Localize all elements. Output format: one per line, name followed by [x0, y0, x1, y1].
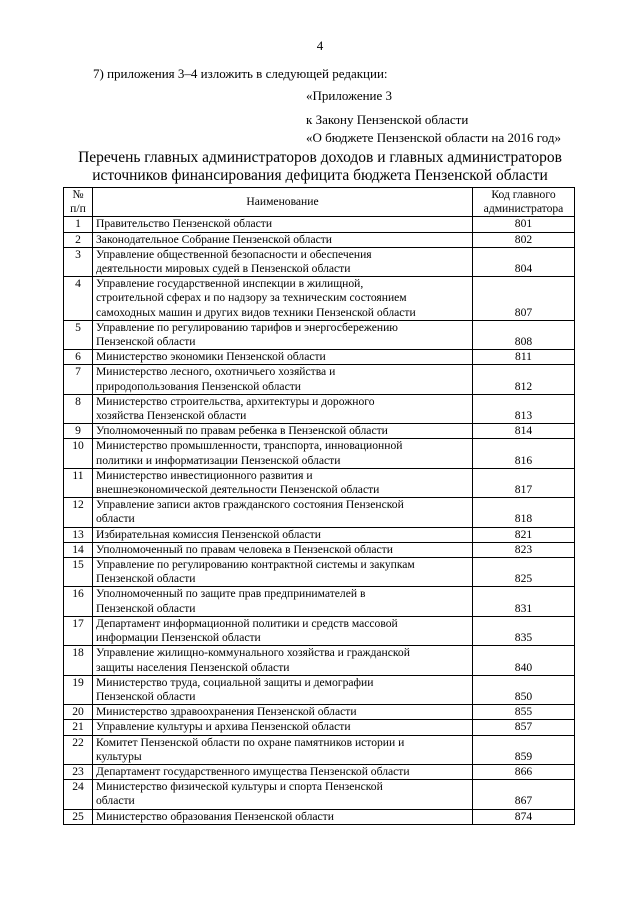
- table-row: [64, 350, 575, 365]
- row-name-line: политики и информатизации Пензенской области: [96, 453, 341, 467]
- title-line-1: Перечень главных администраторов доходов и главных администраторов: [78, 149, 562, 166]
- row-number: 20: [64, 705, 93, 720]
- row-name-line: Министерство экономики Пензенской области: [96, 350, 326, 364]
- table-row: [64, 542, 575, 557]
- row-number: 4: [64, 277, 93, 321]
- row-name: [93, 320, 473, 349]
- table-row: [64, 809, 575, 824]
- row-name: [93, 232, 473, 247]
- table-row: [64, 527, 575, 542]
- row-name-line: Управление жилищно-коммунального хозяйства и гражданской: [96, 646, 410, 660]
- row-code: 874: [473, 809, 575, 824]
- table-row: [64, 468, 575, 497]
- row-code: 817: [473, 468, 575, 497]
- row-name: [93, 365, 473, 394]
- row-name: [93, 439, 473, 468]
- row-name-line: Министерство образования Пензенской области: [96, 809, 334, 823]
- row-code: 814: [473, 424, 575, 439]
- row-name-line: Министерство физической культуры и спорта Пензенской: [96, 780, 383, 794]
- row-name-line: внешнеэкономической деятельности Пензенской области: [96, 483, 380, 497]
- table-row: [64, 558, 575, 587]
- row-name: [93, 527, 473, 542]
- row-name-line: Министерство лесного, охотничьего хозяйства и: [96, 365, 336, 379]
- row-number: 10: [64, 439, 93, 468]
- title-line-2: источников финансирования дефицита бюджета Пензенской области: [92, 167, 548, 184]
- table-row: [64, 394, 575, 423]
- row-name: [93, 646, 473, 675]
- row-number: 3: [64, 247, 93, 276]
- row-number: 8: [64, 394, 93, 423]
- row-code: 867: [473, 780, 575, 809]
- page-number: 4: [316, 38, 324, 53]
- table-row: [64, 780, 575, 809]
- row-name: [93, 764, 473, 779]
- row-name: [93, 587, 473, 616]
- row-name-line: Министерство строительства, архитектуры и дорожного: [96, 394, 375, 408]
- row-name-line: области: [96, 794, 135, 808]
- row-code: 859: [473, 735, 575, 764]
- table-row: [64, 587, 575, 616]
- row-name: [93, 705, 473, 720]
- row-number: 21: [64, 720, 93, 735]
- row-name-line: природопользования Пензенской области: [96, 379, 301, 393]
- row-number: 16: [64, 587, 93, 616]
- row-name-line: Пензенской области: [96, 601, 196, 615]
- row-name-line: Управление культуры и архива Пензенской области: [96, 720, 351, 734]
- row-code: 821: [473, 527, 575, 542]
- row-name-line: Пензенской области: [96, 572, 196, 586]
- appendix-line-1: «Приложение 3: [306, 88, 393, 103]
- row-code: 818: [473, 498, 575, 527]
- row-code: 804: [473, 247, 575, 276]
- row-number: 14: [64, 542, 93, 557]
- amendment-text: 7) приложения 3–4 изложить в следующей редакции:: [93, 66, 388, 81]
- table-header-row: [64, 188, 575, 217]
- row-number: 11: [64, 468, 93, 497]
- row-code: 812: [473, 365, 575, 394]
- row-name-line: Уполномоченный по защите прав предпринимателей в: [96, 587, 366, 601]
- row-name-line: самоходных машин и других видов техники Пензенской области: [96, 305, 416, 319]
- row-name: [93, 616, 473, 645]
- table-row: [64, 247, 575, 276]
- document-title: [0, 149, 640, 185]
- row-name-line: защиты населения Пензенской области: [96, 660, 290, 674]
- row-name-line: Управление по регулированию контрактной системы и закупкам: [96, 558, 415, 572]
- row-code: 816: [473, 439, 575, 468]
- row-number: 24: [64, 780, 93, 809]
- row-number: 18: [64, 646, 93, 675]
- row-number: 12: [64, 498, 93, 527]
- table-row: [64, 675, 575, 704]
- row-code: 831: [473, 587, 575, 616]
- table-row: [64, 424, 575, 439]
- row-name-line: Управление государственной инспекции в жилищной,: [96, 277, 364, 291]
- row-number: 9: [64, 424, 93, 439]
- row-code: 807: [473, 277, 575, 321]
- row-number: 7: [64, 365, 93, 394]
- row-name-line: области: [96, 512, 135, 526]
- row-code: 823: [473, 542, 575, 557]
- row-code: 825: [473, 558, 575, 587]
- row-name-line: Законодательное Собрание Пензенской области: [96, 232, 333, 246]
- row-code: 802: [473, 232, 575, 247]
- table-row: [64, 217, 575, 232]
- row-name: [93, 350, 473, 365]
- table-row: [64, 320, 575, 349]
- table-row: [64, 646, 575, 675]
- row-number: 17: [64, 616, 93, 645]
- row-name-line: Министерство труда, социальной защиты и демографии: [96, 675, 374, 689]
- row-name: [93, 468, 473, 497]
- row-name-line: культуры: [96, 749, 142, 763]
- row-name: [93, 424, 473, 439]
- table-row: [64, 277, 575, 321]
- row-number: 2: [64, 232, 93, 247]
- row-code: 835: [473, 616, 575, 645]
- row-number: 22: [64, 735, 93, 764]
- row-name: [93, 247, 473, 276]
- row-name-line: информации Пензенской области: [96, 631, 261, 645]
- row-name: [93, 498, 473, 527]
- row-name: [93, 217, 473, 232]
- row-name: [93, 675, 473, 704]
- row-code: 855: [473, 705, 575, 720]
- row-name-line: Правительство Пензенской области: [96, 217, 273, 231]
- appendix-line-3: «О бюджете Пензенской области на 2016 год»: [306, 130, 561, 145]
- row-number: 23: [64, 764, 93, 779]
- table-row: [64, 365, 575, 394]
- row-number: 19: [64, 675, 93, 704]
- row-code: 850: [473, 675, 575, 704]
- row-number: 6: [64, 350, 93, 365]
- row-name: [93, 809, 473, 824]
- row-name: [93, 394, 473, 423]
- row-name: [93, 542, 473, 557]
- row-name: [93, 735, 473, 764]
- appendix-header: [306, 87, 561, 147]
- header-code: Код главного администратора: [473, 188, 575, 217]
- row-name-line: Пензенской области: [96, 335, 196, 349]
- header-name: Наименование: [93, 188, 473, 217]
- row-code: 813: [473, 394, 575, 423]
- table-row: [64, 735, 575, 764]
- row-name-line: хозяйства Пензенской области: [96, 409, 247, 423]
- table-row: [64, 232, 575, 247]
- row-name: [93, 277, 473, 321]
- row-name-line: строительной сферах и по надзору за техническим состоянием: [96, 291, 407, 305]
- row-number: 5: [64, 320, 93, 349]
- row-name-line: Комитет Пензенской области по охране памятников истории и: [96, 735, 405, 749]
- table-row: [64, 616, 575, 645]
- row-number: 15: [64, 558, 93, 587]
- table-row: [64, 720, 575, 735]
- row-name-line: Департамент государственного имущества Пензенской области: [96, 764, 410, 778]
- administrators-table: [63, 187, 575, 825]
- row-code: 808: [473, 320, 575, 349]
- table-row: [64, 498, 575, 527]
- row-code: 811: [473, 350, 575, 365]
- row-name-line: Департамент информационной политики и средств массовой: [96, 616, 398, 630]
- row-name-line: Управление записи актов гражданского состояния Пензенской: [96, 498, 404, 512]
- row-name-line: Министерство промышленности, транспорта, инновационной: [96, 439, 403, 453]
- table-row: [64, 705, 575, 720]
- row-number: 1: [64, 217, 93, 232]
- row-name-line: Министерство здравоохранения Пензенской области: [96, 705, 357, 719]
- row-name-line: Пензенской области: [96, 689, 196, 703]
- row-name: [93, 780, 473, 809]
- row-name-line: Уполномоченный по правам ребенка в Пензенской области: [96, 424, 388, 438]
- row-code: 857: [473, 720, 575, 735]
- table-row: [64, 764, 575, 779]
- row-code: 866: [473, 764, 575, 779]
- table-row: [64, 439, 575, 468]
- header-num: № п/п: [64, 188, 93, 217]
- row-name-line: Избирательная комиссия Пензенской области: [96, 527, 321, 541]
- row-name-line: Управление общественной безопасности и обеспечения: [96, 247, 372, 261]
- row-name: [93, 720, 473, 735]
- row-name-line: Уполномоченный по правам человека в Пензенской области: [96, 542, 393, 556]
- row-number: 13: [64, 527, 93, 542]
- row-name: [93, 558, 473, 587]
- row-name-line: Министерство инвестиционного развития и: [96, 468, 313, 482]
- row-code: 840: [473, 646, 575, 675]
- row-name-line: деятельности мировых судей в Пензенской области: [96, 262, 351, 276]
- row-code: 801: [473, 217, 575, 232]
- row-name-line: Управление по регулированию тарифов и энергосбережению: [96, 320, 398, 334]
- row-number: 25: [64, 809, 93, 824]
- appendix-line-2: к Закону Пензенской области: [306, 112, 469, 127]
